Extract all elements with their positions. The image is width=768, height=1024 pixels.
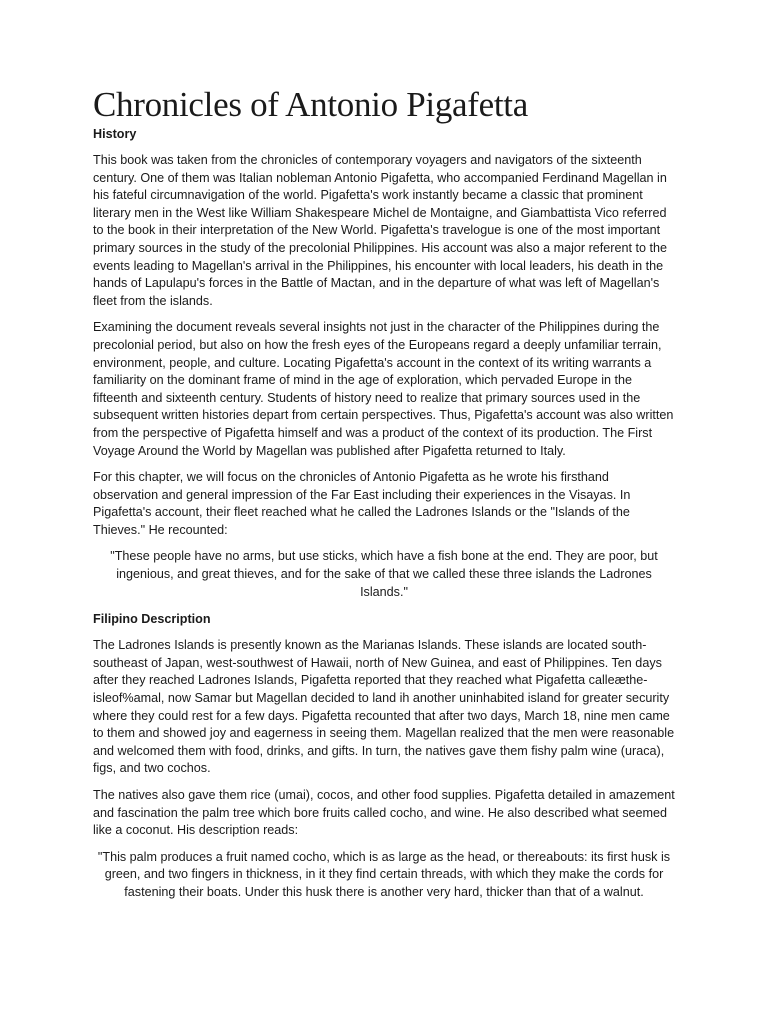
history-paragraph-1: This book was taken from the chronicles of contemporary voyagers and navigators of the sixteenth century. One of them was Italian nobleman Antonio Pigafetta, who accompanied Ferdinand Magellan in his fateful circumnavigation of the world. Pigafetta's work instantly became a classic that prominent literary men in the West like William Shakespeare Michel de Montaigne, and Giambattista Vico referred to the book in their interpretation of the New World. Pigafetta's travelogue is one of the most important primary sources in the study of the precolonial Philippines. His account was also a major referent to the events leading to Magellan's arrival in the Philippines, his encounter with local leaders, his death in the hands of Lapulapu's forces in the Battle of Mactan, and in the departure of what was left of Magellan's fleet from the islands.	[93, 153, 667, 308]
section-heading-history: History	[93, 127, 137, 141]
history-paragraph-2: Examining the document reveals several insights not just in the character of the Philippines during the precolonial period, but also on how the fresh eyes of the Europeans regard a deeply unfamiliar terrain, environment, people, and culture. Locating Pigafetta's account in the context of its writing warrants a familiarity on the dominant frame of mind in the age of exploration, which pervaded Europe in the fifteenth and sixteenth century. Students of history need to realize that primary sources used in the subsequent written histories depart from certain perspectives. Thus, Pigafetta's account was also written from the perspective of Pigafetta himself and was a product of the context of its production. The First Voyage Around the World by Magellan was published after Pigafetta returned to Italy.	[93, 320, 674, 458]
section-heading-filipino-description: Filipino Description	[93, 612, 211, 627]
history-paragraph-3: For this chapter, we will focus on the chronicles of Antonio Pigafetta as he wrote his firsthand observation and general impression of the Far East including their experiences in the Visayas. In Pigafetta's account, their fleet reached what he called the Ladrones Islands or the "Islands of the Thieves." He recounted:	[93, 470, 631, 537]
filipino-paragraph-2: The natives also gave them rice (umai), cocos, and other food supplies. Pigafetta detailed in amazement and fascination the palm tree which bore fruits called cocho, and wine. He also described what seemed like a coconut. His description reads:	[93, 788, 675, 838]
document-page	[93, 86, 675, 911]
block-quote-thieves: "These people have no arms, but use sticks, which have a fish bone at the end. They are poor, but ingenious, and great thieves, and for the sake of that we called these three islands the Ladrones Islands."	[110, 549, 658, 599]
block-quote-palm: "This palm produces a fruit named cocho, which is as large as the head, or thereabouts: its first husk is green, and two fingers in thickness, in it they find certain threads, with which they make the cords for fastening their boats. Under this husk there is another very hard, thicker than that of a walnut.	[97, 849, 671, 899]
document-title: Chronicles of Antonio Pigafetta	[93, 85, 528, 124]
filipino-paragraph-1: The Ladrones Islands is presently known as the Marianas Islands. These islands are located south-southeast of Japan, west-southwest of Hawaii, north of New Guinea, and east of Philippines. Ten days after they reached Ladrones Islands, Pigafetta reported that they reached what Pigafetta calleæthe-isleof%amal, now Samar but Magellan decided to land ih another uninhabited island for greater security where they could rest for a few days. Pigafetta recounted that after two days, March 18, nine men came to them and showed joy and eagerness in seeing them. Magellan realized that the men were reasonable and welcomed them with food, drinks, and gifts. In turn, the natives gave them fishy palm wine (uraca), figs, and two cochos.	[93, 638, 675, 776]
